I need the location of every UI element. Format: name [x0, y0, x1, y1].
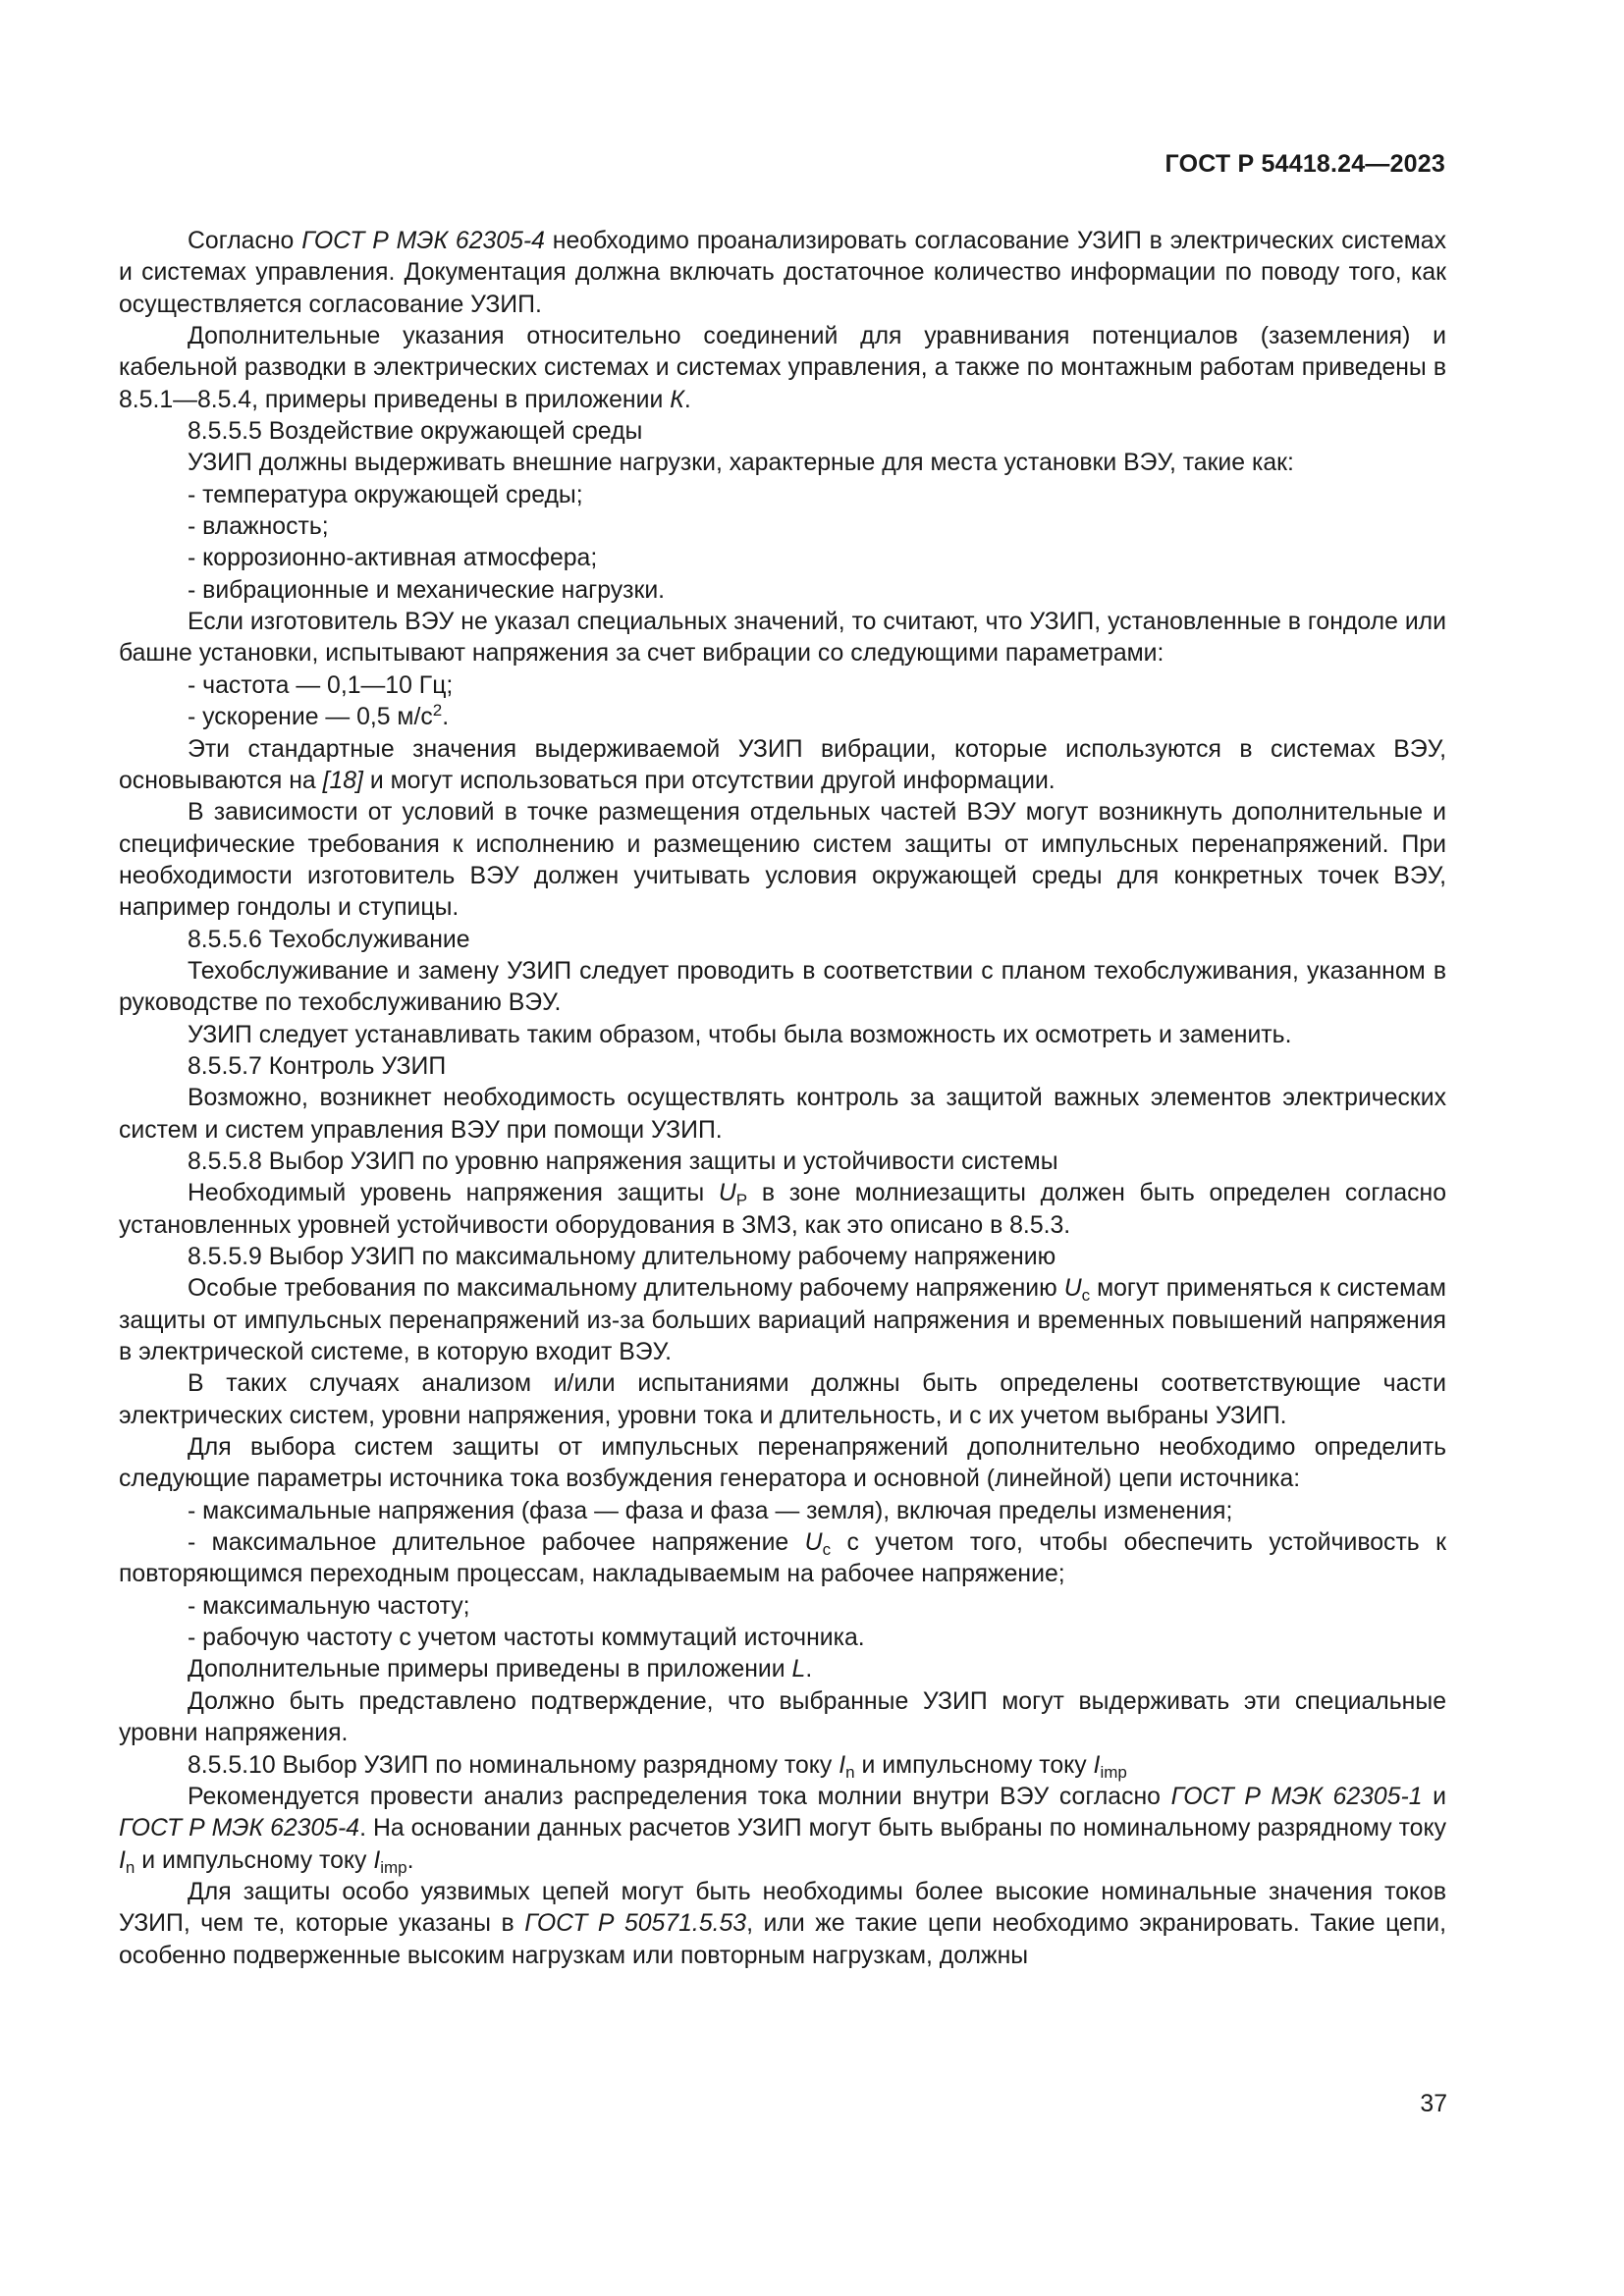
list-item: - максимальную частоту; — [188, 1592, 470, 1620]
paragraph-11: Особые требования по максимальному длительному рабочему напряжению $U_c$ могут применяться к системам защиты от импульсных перенапряжений из-за больших вариаций напряжения и временных повышений напряжения в электрической системе, в которую входит ВЭУ. — [119, 1275, 1446, 1366]
bibliography-reference: [18] — [322, 767, 363, 794]
paragraph-17: Для защиты особо уязвимых цепей могут быть необходимы более высокие номинальные значения токов УЗИП, чем те, которые указаны в ГОСТ Р 50571.5.53, или же такие цепи необходимо экранировать. Такие цепи, особенно подверженные высоким нагрузкам или повторным нагрузкам, должны — [119, 1878, 1446, 1969]
list-item: - температура окружающей среды; — [188, 481, 583, 508]
paragraph-9: Возможно, возникнет необходимость осуществлять контроль за защитой важных элементов электрических систем и систем управления ВЭУ при помощи УЗИП. — [119, 1085, 1446, 1144]
paragraph-14: Дополнительные примеры приведены в приложении L. — [188, 1656, 813, 1683]
paragraph-5: Эти стандартные значения выдерживаемой УЗИП вибрации, которые используются в системах ВЭУ, основываются на [18] и могут использоваться при отсутствии другой информации. — [119, 735, 1446, 794]
list-item: - рабочую частоту с учетом частоты коммутаций источника. — [188, 1625, 865, 1652]
section-heading-8-5-5-6: 8.5.5.6 Техобслуживание — [188, 926, 470, 953]
paragraph-12: В таких случаях анализом и/или испытаниями должны быть определены соответствующие части электрических систем, уровни напряжения, уровни тока и длительность, и с их учетом выбраны УЗИП. — [119, 1370, 1446, 1429]
list-item: - частота — 0,1—10 Гц; — [188, 671, 454, 699]
paragraph-3: УЗИП должны выдерживать внешние нагрузки, характерные для места установки ВЭУ, такие как: — [188, 450, 1294, 477]
paragraph-2: Дополнительные указания относительно соединений для уравнивания потенциалов (заземления) и кабельной разводки в электрических системах и системах управления, а также по монтажным работам приведены в 8.5.1—8.5.4, примеры приведены в приложении К. — [119, 323, 1446, 413]
section-heading-8-5-5-8: 8.5.5.8 Выбор УЗИП по уровню напряжения защиты и устойчивости системы — [188, 1148, 1058, 1175]
standard-reference: ГОСТ Р МЭК 62305-4 — [301, 228, 545, 254]
list-item: - максимальные напряжения (фаза — фаза и фаза — земля), включая пределы изменения; — [188, 1497, 1233, 1524]
section-heading-8-5-5-5: 8.5.5.5 Воздействие окружающей среды — [188, 418, 643, 446]
document-body — [119, 226, 1446, 1972]
page-number: 37 — [1420, 2091, 1447, 2117]
list-item: - коррозионно-активная атмосфера; — [188, 545, 598, 572]
section-heading-8-5-5-9: 8.5.5.9 Выбор УЗИП по максимальному длительному рабочему напряжению — [188, 1244, 1056, 1270]
appendix-reference: L — [791, 1656, 806, 1683]
standard-reference: ГОСТ Р МЭК 62305-4 — [119, 1815, 360, 1842]
standard-reference: ГОСТ Р 50571.5.53 — [524, 1910, 747, 1938]
paragraph-6: В зависимости от условий в точке размещения отдельных частей ВЭУ могут возникнуть дополнительные и специфические требования к исполнению и размещению систем защиты от импульсных перенапряжений. При необходимости изготовитель ВЭУ должен учитывать условия окружающей среды для конкретных точек ВЭУ, например гондолы и ступицы. — [119, 799, 1446, 922]
appendix-reference: К — [670, 386, 684, 413]
paragraph-10: Необходимый уровень напряжения защиты $U_P$ в зоне молниезащиты должен быть определен согласно установленных уровней устойчивости оборудования в ЗМЗ, как это описано в 8.5.3. — [119, 1180, 1446, 1239]
section-heading-8-5-5-10: 8.5.5.10 Выбор УЗИП по номинальному разрядному току $I_n$ и импульсному току $I_{imp}$ — [188, 1751, 1127, 1782]
standard-reference: ГОСТ Р МЭК 62305-1 — [1170, 1783, 1423, 1810]
section-heading-8-5-5-7: 8.5.5.7 Контроль УЗИП — [188, 1052, 447, 1080]
paragraph-7: Техобслуживание и замену УЗИП следует проводить в соответствии с планом техобслуживания, указанном в руководстве по техобслуживанию ВЭУ. — [119, 957, 1446, 1017]
paragraph-13: Для выбора систем защиты от импульсных перенапряжений дополнительно необходимо определить следующие параметры источника тока возбуждения генератора и основной (линейной) цепи источника: — [119, 1434, 1446, 1493]
list-item: - вибрационные и механические нагрузки. — [188, 576, 666, 604]
paragraph-15: Должно быть представлено подтверждение, что выбранные УЗИП могут выдерживать эти специальные уровни напряжения. — [119, 1687, 1446, 1747]
list-item: - влажность; — [188, 513, 329, 541]
list-item: - максимальное длительное рабочее напряжение $U_c$ с учетом того, чтобы обеспечить устойчивость к повторяющимся переходным процессам, накладываемым на рабочее напряжение; — [119, 1529, 1446, 1588]
paragraph-8: УЗИП следует устанавливать таким образом, чтобы была возможность их осмотреть и заменить. — [188, 1021, 1292, 1048]
document-code-header: ГОСТ Р 54418.24—2023 — [1164, 150, 1445, 178]
paragraph-16: Рекомендуется провести анализ распределения тока молнии внутри ВЭУ согласно ГОСТ Р МЭК 62305-1 и ГОСТ Р МЭК 62305-4. На основании данных расчетов УЗИП могут быть выбраны по номинальному разрядному току $I_n$ и импульсному току $I_{imp}$. — [119, 1783, 1446, 1877]
paragraph-4: Если изготовитель ВЭУ не указал специальных значений, то считают, что УЗИП, установленные в гондоле или башне установки, испытывают напряжения за счет вибрации со следующими параметрами: — [119, 609, 1446, 667]
paragraph-1: Согласно ГОСТ Р МЭК 62305-4 необходимо проанализировать согласование УЗИП в электрических системах и системах управления. Документация должна включать достаточное количество информации по поводу того, как осуществляется согласование УЗИП. — [119, 228, 1446, 318]
list-item: - ускорение — 0,5 $м/с^2$. — [188, 701, 450, 731]
